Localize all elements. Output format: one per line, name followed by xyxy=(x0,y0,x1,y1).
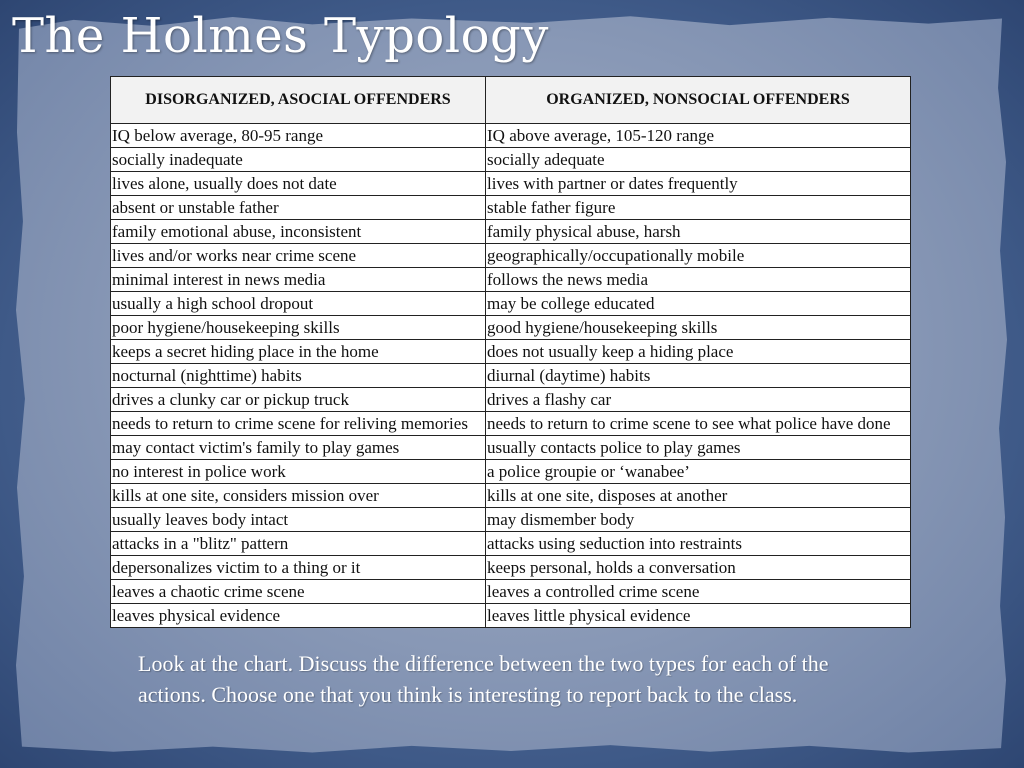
organized-trait-cell: keeps personal, holds a conversation xyxy=(486,556,911,580)
table-row xyxy=(111,604,911,628)
organized-trait-cell: follows the news media xyxy=(486,268,911,292)
disorganized-trait-cell: kills at one site, considers mission over xyxy=(111,484,486,508)
disorganized-trait-cell: lives and/or works near crime scene xyxy=(111,244,486,268)
organized-trait-cell: may be college educated xyxy=(486,292,911,316)
table-row xyxy=(111,196,911,220)
table-row xyxy=(111,460,911,484)
table-row xyxy=(111,172,911,196)
table-row xyxy=(111,436,911,460)
organized-trait-cell: lives with partner or dates frequently xyxy=(486,172,911,196)
disorganized-trait-cell: family emotional abuse, inconsistent xyxy=(111,220,486,244)
disorganized-trait-cell: no interest in police work xyxy=(111,460,486,484)
table-row xyxy=(111,148,911,172)
disorganized-trait-cell: usually leaves body intact xyxy=(111,508,486,532)
table-row xyxy=(111,580,911,604)
table-row xyxy=(111,124,911,148)
disorganized-trait-cell: lives alone, usually does not date xyxy=(111,172,486,196)
organized-trait-cell: stable father figure xyxy=(486,196,911,220)
table-row xyxy=(111,388,911,412)
disorganized-trait-cell: depersonalizes victim to a thing or it xyxy=(111,556,486,580)
table-row xyxy=(111,340,911,364)
disorganized-trait-cell: poor hygiene/housekeeping skills xyxy=(111,316,486,340)
organized-trait-cell: attacks using seduction into restraints xyxy=(486,532,911,556)
organized-trait-cell: geographically/occupationally mobile xyxy=(486,244,911,268)
organized-trait-cell: usually contacts police to play games xyxy=(486,436,911,460)
organized-trait-cell: may dismember body xyxy=(486,508,911,532)
disorganized-trait-cell: needs to return to crime scene for reliving memories xyxy=(111,412,486,436)
organized-trait-cell: needs to return to crime scene to see what police have done xyxy=(486,412,911,436)
disorganized-trait-cell: drives a clunky car or pickup truck xyxy=(111,388,486,412)
discussion-prompt: Look at the chart. Discuss the difference between the two types for each of the actions. Choose one that you think is interesting to report back to the class. xyxy=(138,651,829,707)
slide-title: The Holmes Typology xyxy=(12,8,549,64)
organized-trait-cell: IQ above average, 105-120 range xyxy=(486,124,911,148)
table-row xyxy=(111,364,911,388)
disorganized-trait-cell: IQ below average, 80-95 range xyxy=(111,124,486,148)
organized-trait-cell: leaves little physical evidence xyxy=(486,604,911,628)
organized-trait-cell: good hygiene/housekeeping skills xyxy=(486,316,911,340)
table-row xyxy=(111,292,911,316)
disorganized-trait-cell: leaves physical evidence xyxy=(111,604,486,628)
header-organized: ORGANIZED, NONSOCIAL OFFENDERS xyxy=(486,77,911,124)
table-row xyxy=(111,316,911,340)
disorganized-trait-cell: socially inadequate xyxy=(111,148,486,172)
organized-trait-cell: kills at one site, disposes at another xyxy=(486,484,911,508)
table-row xyxy=(111,556,911,580)
table-row xyxy=(111,532,911,556)
disorganized-trait-cell: attacks in a "blitz" pattern xyxy=(111,532,486,556)
disorganized-trait-cell: absent or unstable father xyxy=(111,196,486,220)
header-disorganized: DISORGANIZED, ASOCIAL OFFENDERS xyxy=(111,77,486,124)
table-row xyxy=(111,508,911,532)
organized-trait-cell: family physical abuse, harsh xyxy=(486,220,911,244)
disorganized-trait-cell: usually a high school dropout xyxy=(111,292,486,316)
disorganized-trait-cell: minimal interest in news media xyxy=(111,268,486,292)
table-row xyxy=(111,484,911,508)
organized-trait-cell: drives a flashy car xyxy=(486,388,911,412)
typology-table xyxy=(110,76,911,628)
organized-trait-cell: leaves a controlled crime scene xyxy=(486,580,911,604)
table-row xyxy=(111,220,911,244)
disorganized-trait-cell: may contact victim's family to play games xyxy=(111,436,486,460)
disorganized-trait-cell: keeps a secret hiding place in the home xyxy=(111,340,486,364)
table-row xyxy=(111,412,911,436)
table-row xyxy=(111,244,911,268)
disorganized-trait-cell: leaves a chaotic crime scene xyxy=(111,580,486,604)
organized-trait-cell: a police groupie or ‘wanabee’ xyxy=(486,460,911,484)
disorganized-trait-cell: nocturnal (nighttime) habits xyxy=(111,364,486,388)
table-body xyxy=(111,124,911,628)
table-header-row xyxy=(111,77,911,124)
table-row xyxy=(111,268,911,292)
organized-trait-cell: does not usually keep a hiding place xyxy=(486,340,911,364)
organized-trait-cell: diurnal (daytime) habits xyxy=(486,364,911,388)
organized-trait-cell: socially adequate xyxy=(486,148,911,172)
